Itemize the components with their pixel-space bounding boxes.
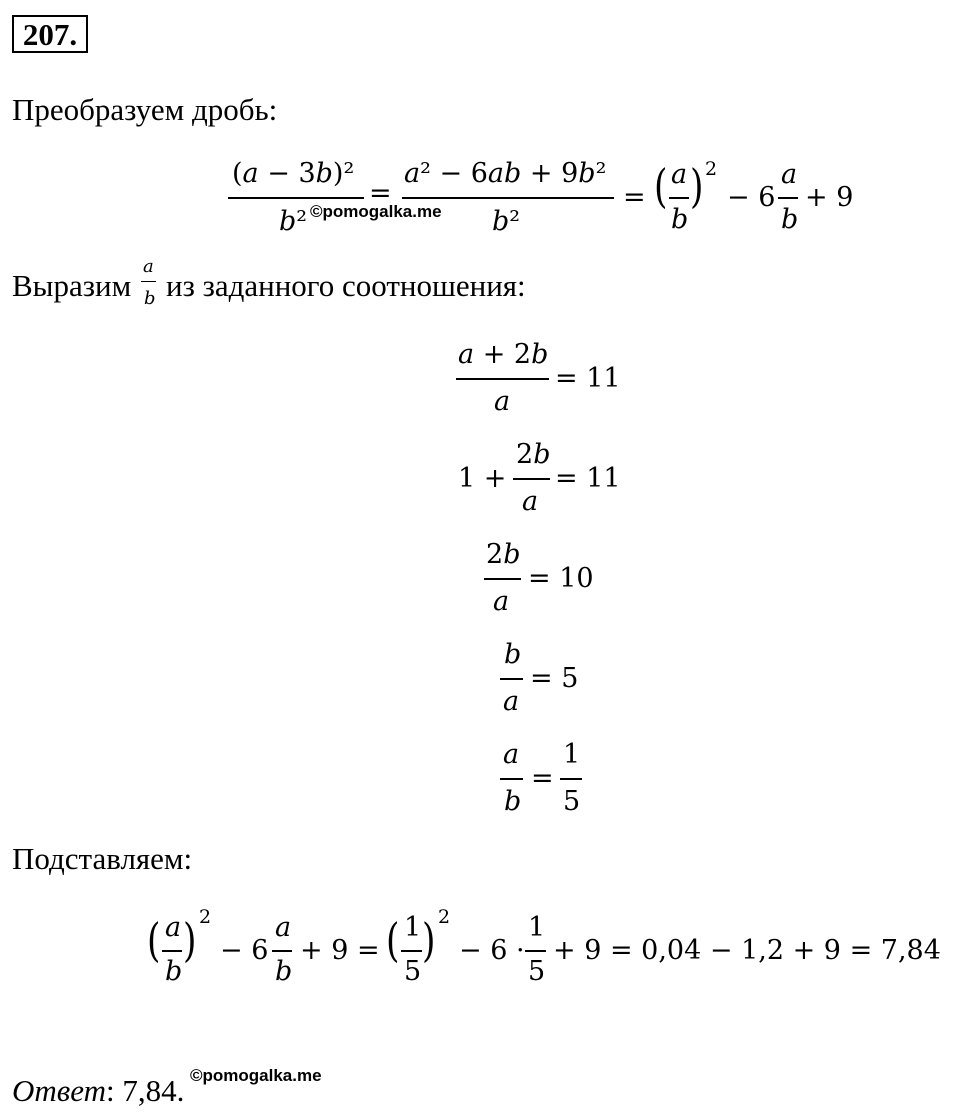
step4-denominator: a [503, 686, 520, 717]
final-right-paren-1: ) [183, 913, 197, 967]
eq1-paren-fraction-bar [669, 197, 689, 199]
intro-text: Преобразуем дробь: [12, 92, 278, 127]
final-p1-num: a [165, 912, 182, 943]
answer-value: 7,84. [122, 1073, 185, 1108]
final-p1-bar [162, 950, 182, 952]
eq1-exponent: 2 [705, 158, 718, 180]
eq1-lhs-fraction-bar [228, 197, 364, 199]
express-intro-after: из заданного соотношения: [166, 268, 526, 303]
inline-frac-den: b [144, 288, 156, 309]
step4-numerator: b [504, 639, 522, 670]
step3-fraction-bar [484, 578, 521, 580]
final-f3-den: 5 [528, 956, 546, 987]
step1-denominator: a [494, 386, 511, 417]
step1-numerator: a + 2b [458, 339, 549, 370]
eq1-paren-num: a [671, 159, 688, 190]
final-p2-den: 5 [404, 956, 422, 987]
eq1-right-paren: ) [690, 159, 704, 213]
step5-rhs-denominator: 5 [563, 786, 581, 817]
step5-rhs-fraction-bar [560, 778, 582, 780]
watermark-bottom: ©pomogalka.me [190, 1066, 322, 1085]
eq1-frac-bar [778, 197, 798, 199]
final-tail: + 9 = 0,04 − 1,2 + 9 = 7,84 [553, 935, 941, 966]
final-left-paren-2: ( [386, 913, 400, 967]
final-f3-bar [525, 950, 546, 952]
final-plus-nine-eq: + 9 = [300, 935, 380, 966]
answer-label: Ответ [12, 1073, 106, 1108]
final-p1-den: b [165, 956, 183, 987]
final-right-paren-2: ) [422, 913, 436, 967]
problem-number: 207. [12, 15, 88, 53]
step2-prefix: 1 + [458, 463, 507, 494]
eq1-paren-den: b [671, 204, 689, 235]
eq1-plus-nine: + 9 [805, 182, 854, 213]
eq1-minus-six: − 6 [727, 182, 776, 213]
final-left-paren-1: ( [147, 913, 161, 967]
answer-colon: : [105, 1073, 115, 1108]
eq1-mid-fraction-bar [402, 197, 614, 199]
final-exp-1: 2 [199, 906, 212, 928]
inline-frac-num: a [143, 256, 154, 277]
eq1-equals-2: = [623, 182, 646, 213]
step3-numerator: 2b [486, 539, 521, 570]
step5-equals: = [531, 763, 554, 794]
eq1-lhs-denominator: b² [279, 206, 308, 237]
step5-denominator: b [504, 786, 522, 817]
answer-line [12, 1075, 184, 1106]
inline-frac-bar [141, 281, 156, 282]
final-exp-2: 2 [438, 906, 451, 928]
final-p2-bar [401, 950, 422, 952]
step5-numerator: a [503, 739, 520, 770]
final-p2-num: 1 [404, 912, 422, 943]
final-minus-six: − 6 [220, 935, 269, 966]
step4-rhs: = 5 [530, 663, 579, 694]
step1-fraction-bar [456, 378, 549, 380]
step2-denominator: a [522, 486, 539, 517]
eq1-frac-num: a [781, 159, 798, 190]
step1-rhs: = 11 [555, 363, 621, 394]
final-f3-num: 1 [528, 912, 546, 943]
step3-rhs: = 10 [528, 563, 594, 594]
watermark: ©pomogalka.me [310, 202, 442, 221]
final-minus-six-dot: − 6 · [459, 935, 525, 966]
substitute-intro: Подставляем: [12, 841, 193, 876]
eq1-mid-numerator: a² − 6ab + 9b² [404, 158, 607, 189]
step2-fraction-bar [513, 478, 550, 480]
final-f2-num: a [275, 912, 292, 943]
eq1-mid-denominator: b² [492, 206, 521, 237]
final-f2-den: b [275, 956, 293, 987]
step2-rhs: = 11 [555, 463, 621, 494]
step3-denominator: a [493, 586, 510, 617]
step5-fraction-bar [500, 778, 523, 780]
eq1-left-paren: ( [654, 159, 668, 213]
final-f2-bar [272, 950, 292, 952]
step5-rhs-numerator: 1 [563, 739, 581, 770]
eq1-lhs-numerator: (a − 3b)² [232, 158, 355, 189]
express-intro-before: Выразим [12, 268, 132, 303]
step4-fraction-bar [500, 678, 523, 680]
eq1-frac-den: b [781, 204, 799, 235]
step2-numerator: 2b [516, 439, 551, 470]
eq1-equals: = [369, 178, 392, 209]
